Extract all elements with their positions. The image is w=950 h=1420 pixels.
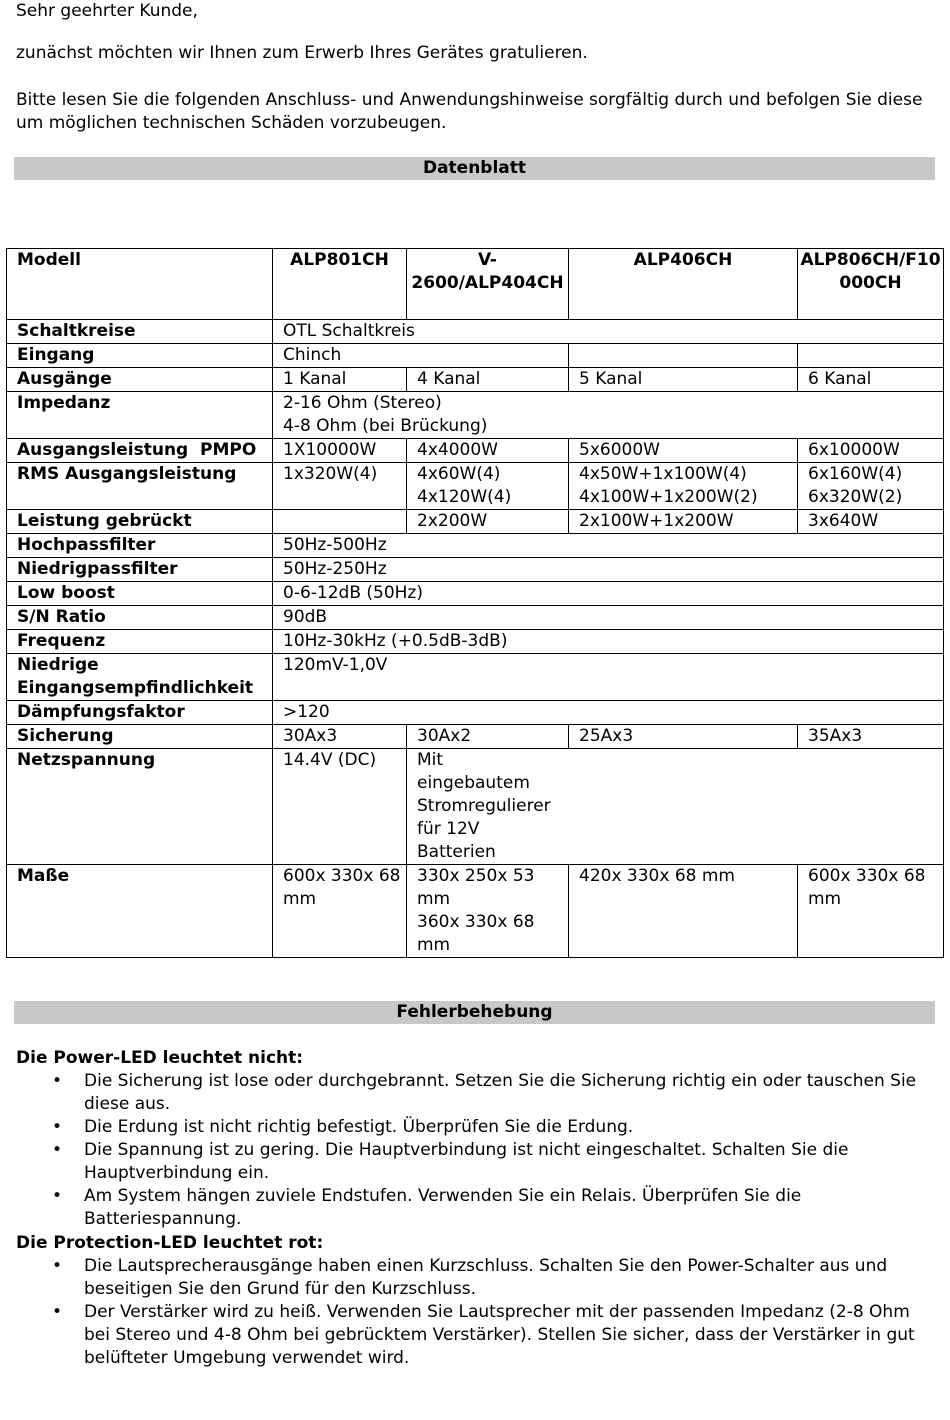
table-cell — [273, 510, 407, 534]
table-cell: 50Hz-250Hz — [273, 558, 944, 582]
row-label: Sicherung — [7, 725, 273, 749]
table-cell: 420x 330x 68 mm — [569, 865, 798, 958]
row-label: Schaltkreise — [7, 320, 273, 344]
row-label: Hochpassfilter — [7, 534, 273, 558]
cell-line: 6x320W(2) — [808, 487, 903, 507]
table-row — [7, 534, 944, 558]
table-cell: 6x10000W — [798, 439, 944, 463]
impedance-stereo: 2-16 Ohm (Stereo) — [283, 393, 442, 413]
datasheet-title: Datenblatt — [14, 157, 935, 180]
power-led-list — [16, 1070, 936, 1231]
table-cell: 2x200W — [407, 510, 569, 534]
row-label: Niedrigpassfilter — [7, 558, 273, 582]
row-label: Dämpfungsfaktor — [7, 701, 273, 725]
table-row — [7, 630, 944, 654]
cell-line: 6x160W(4) — [808, 464, 903, 484]
table-row — [7, 725, 944, 749]
table-cell: OTL Schaltkreis — [273, 320, 944, 344]
table-cell: Chinch — [273, 344, 569, 368]
table-row — [7, 654, 944, 701]
power-led-heading: Die Power-LED leuchtet nicht: — [16, 1048, 304, 1068]
voltage-regulator-note: Mit eingebautem Stromregulierer für 12V Batterien — [417, 750, 551, 862]
row-label: Impedanz — [7, 392, 273, 439]
row-label: RMS Ausgangsleistung — [7, 463, 273, 510]
table-row — [7, 392, 944, 439]
header-cell: ALP406CH — [569, 249, 798, 320]
table-cell: 6 Kanal — [798, 368, 944, 392]
table-row — [7, 582, 944, 606]
table-cell: 14.4V (DC) — [273, 749, 407, 865]
row-label: Ausgangsleistung PMPO — [7, 439, 273, 463]
row-label: Eingang — [7, 344, 273, 368]
cell-line: 4x60W(4) — [417, 464, 501, 484]
impedance-bridged: 4-8 Ohm (bei Brückung) — [283, 416, 488, 436]
table-cell: 5 Kanal — [569, 368, 798, 392]
list-item: • Der Verstärker wird zu heiß. Verwenden Sie Lautsprecher mit der passenden Impedanz (2-8 Ohm bei Stereo und 4-8 Ohm bei gebrücktem Verstärker). Stellen Sie sicher, dass der Verstärker in gut belüfteter Umgebung verwendet wird. — [16, 1301, 936, 1370]
row-label: Low boost — [7, 582, 273, 606]
table-cell — [798, 463, 944, 510]
table-row — [7, 344, 944, 368]
table-cell — [407, 463, 569, 510]
table-cell — [407, 865, 569, 958]
list-item: • Die Erdung ist nicht richtig befestigt. Überprüfen Sie die Erdung. — [16, 1116, 936, 1139]
congratulations-text: zunächst möchten wir Ihnen zum Erwerb Ihres Gerätes gratulieren. — [16, 43, 588, 63]
row-label: Ausgänge — [7, 368, 273, 392]
table-cell — [569, 344, 798, 368]
table-cell: 25Ax3 — [569, 725, 798, 749]
protection-led-heading: Die Protection-LED leuchtet rot: — [16, 1233, 324, 1253]
header-cell: Modell — [7, 249, 273, 320]
table-row — [7, 510, 944, 534]
table-cell: 1X10000W — [273, 439, 407, 463]
cell-line: 330x 250x 53 mm — [417, 866, 535, 909]
table-cell: 5x6000W — [569, 439, 798, 463]
table-cell — [273, 392, 944, 439]
table-cell: 50Hz-500Hz — [273, 534, 944, 558]
greeting: Sehr geehrter Kunde, — [16, 1, 198, 21]
cell-line: 4x50W+1x100W(4) — [579, 464, 747, 484]
header-cell: V-2600/ALP404CH — [407, 249, 569, 320]
row-label: Frequenz — [7, 630, 273, 654]
table-cell: 4x4000W — [407, 439, 569, 463]
table-row — [7, 249, 944, 320]
table-row — [7, 865, 944, 958]
table-row — [7, 368, 944, 392]
list-item: • Die Sicherung ist lose oder durchgebrannt. Setzen Sie die Sicherung richtig ein oder tauschen Sie diese aus. — [16, 1070, 936, 1116]
table-row — [7, 463, 944, 510]
table-cell: 0-6-12dB (50Hz) — [273, 582, 944, 606]
table-cell: 1 Kanal — [273, 368, 407, 392]
row-label: Maße — [7, 865, 273, 958]
list-item: • Am System hängen zuviele Endstufen. Verwenden Sie ein Relais. Überprüfen Sie die Batteriespannung. — [16, 1185, 936, 1231]
header-cell: ALP806CH/F10000CH — [798, 249, 944, 320]
table-cell — [407, 749, 944, 865]
row-label: Niedrige Eingangsempfindlichkeit — [7, 654, 273, 701]
row-label: Netzspannung — [7, 749, 273, 865]
table-cell: 120mV-1,0V — [273, 654, 944, 701]
intro-line-2: um möglichen technischen Schäden vorzubeugen. — [16, 113, 447, 133]
list-item: • Die Lautsprecherausgänge haben einen Kurzschluss. Schalten Sie den Power-Schalter aus und beseitigen Sie den Grund für den Kurzschluss. — [16, 1255, 936, 1301]
row-label: Leistung gebrückt — [7, 510, 273, 534]
table-cell: 10Hz-30kHz (+0.5dB-3dB) — [273, 630, 944, 654]
table-cell: 600x 330x 68 mm — [273, 865, 407, 958]
protection-led-list — [16, 1255, 936, 1370]
cell-line: 4x120W(4) — [417, 487, 512, 507]
row-label: S/N Ratio — [7, 606, 273, 630]
table-row — [7, 320, 944, 344]
header-cell: ALP801CH — [273, 249, 407, 320]
table-cell: >120 — [273, 701, 944, 725]
table-cell: 2x100W+1x200W — [569, 510, 798, 534]
table-cell: 4 Kanal — [407, 368, 569, 392]
spec-table — [6, 248, 944, 958]
table-cell — [569, 463, 798, 510]
table-cell: 600x 330x 68 mm — [798, 865, 944, 958]
table-row — [7, 606, 944, 630]
table-cell: 35Ax3 — [798, 725, 944, 749]
table-row — [7, 701, 944, 725]
table-cell — [798, 344, 944, 368]
table-row — [7, 558, 944, 582]
troubleshooting-title: Fehlerbehebung — [14, 1001, 935, 1024]
table-cell: 90dB — [273, 606, 944, 630]
table-cell: 1x320W(4) — [273, 463, 407, 510]
cell-line: 4x100W+1x200W(2) — [579, 487, 758, 507]
intro-line-1: Bitte lesen Sie die folgenden Anschluss- und Anwendungshinweise sorgfältig durch und befolgen Sie diese — [16, 90, 923, 110]
table-row — [7, 439, 944, 463]
table-cell: 3x640W — [798, 510, 944, 534]
table-row — [7, 749, 944, 865]
table-cell: 30Ax3 — [273, 725, 407, 749]
cell-line: 360x 330x 68 mm — [417, 912, 535, 955]
list-item: • Die Spannung ist zu gering. Die Hauptverbindung ist nicht eingeschaltet. Schalten Sie die Hauptverbindung ein. — [16, 1139, 936, 1185]
table-cell: 30Ax2 — [407, 725, 569, 749]
